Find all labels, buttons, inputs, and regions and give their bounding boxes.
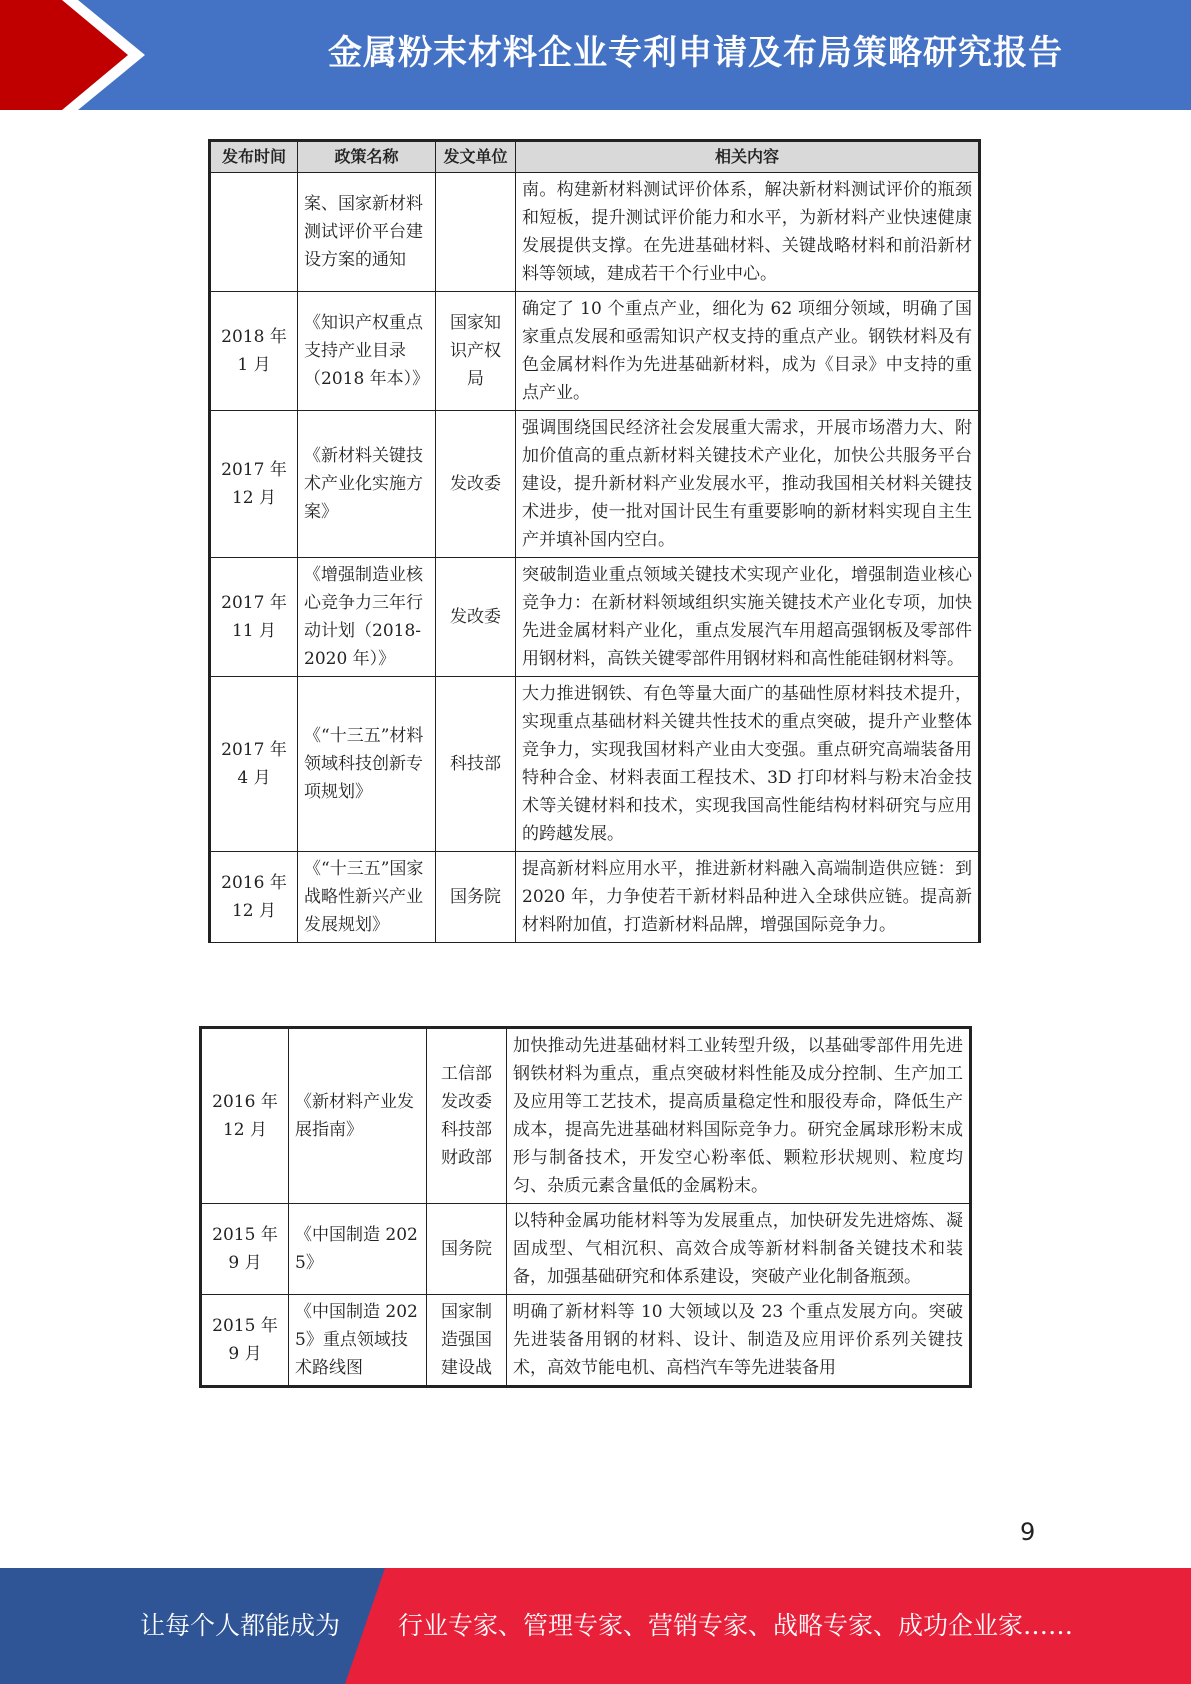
cell-issuer: 国家知识产权局 (436, 292, 516, 411)
header-issuer: 发文单位 (436, 141, 516, 173)
page-footer (0, 1568, 1191, 1684)
cell-policy-name: 《“十三五”材料领域科技创新专项规划》 (298, 677, 436, 852)
report-title: 金属粉末材料企业专利申请及布局策略研究报告 (328, 33, 1063, 73)
cell-content: 以特种金属功能材料等为发展重点，加快研发先进熔炼、凝固成型、气相沉积、高效合成等新材料制备关键技术和装备，加强基础研究和体系建设，突破产业化制备瓶颈。 (507, 1204, 971, 1295)
cell-policy-name: 案、国家新材料测试评价平台建设方案的通知 (298, 173, 436, 292)
table-row (210, 173, 980, 292)
cell-time: 2015 年 9 月 (201, 1295, 289, 1387)
page-number: 9 (1020, 1518, 1036, 1546)
cell-time: 2018 年 1 月 (210, 292, 298, 411)
cell-content: 强调围绕国民经济社会发展重大需求，开展市场潜力大、附加价值高的重点新材料关键技术产业化，加快公共服务平台建设，提升新材料产业发展水平，推动我国相关材料关键技术进步，使一批对国计民生有重要影响的新材料实现自主生产并填补国内空白。 (516, 411, 980, 558)
table-row (201, 1028, 971, 1204)
cell-policy-name: 《中国制造 2025》重点领域技术路线图 (289, 1295, 427, 1387)
table-row (210, 411, 980, 558)
cell-time: 2017 年 4 月 (210, 677, 298, 852)
header-time: 发布时间 (210, 141, 298, 173)
cell-time: 2016 年 12 月 (201, 1028, 289, 1204)
table-row (201, 1295, 971, 1387)
cell-content: 突破制造业重点领域关键技术实现产业化，增强制造业核心竞争力：在新材料领域组织实施关键技术产业化专项，加快先进金属材料产业化，重点发展汽车用超高强钢板及零部件用钢材料，高铁关键零部件用钢材料和高性能硅钢材料等。 (516, 558, 980, 677)
policy-table-part2 (199, 1026, 972, 1388)
cell-policy-name: 《新材料产业发展指南》 (289, 1028, 427, 1204)
cell-policy-name: 《知识产权重点支持产业目录（2018 年本）》 (298, 292, 436, 411)
page-header (0, 0, 1191, 110)
cell-issuer: 国家制造强国建设战 (427, 1295, 507, 1387)
cell-time: 2017 年 12 月 (210, 411, 298, 558)
cell-time: 2017 年 11 月 (210, 558, 298, 677)
header-policy-name: 政策名称 (298, 141, 436, 173)
cell-content: 大力推进钢铁、有色等量大面广的基础性原材料技术提升，实现重点基础材料关键共性技术的重点突破，提升产业整体竞争力，实现我国材料产业由大变强。重点研究高端装备用特种合金、材料表面工程技术、3D 打印材料与粉末冶金技术等关键材料和技术，实现我国高性能结构材料研究与应用的跨越发展。 (516, 677, 980, 852)
table-row (210, 852, 980, 943)
cell-policy-name: 《增强制造业核心竞争力三年行动计划（2018-2020 年）》 (298, 558, 436, 677)
header-content: 相关内容 (516, 141, 980, 173)
cell-issuer: 国务院 (436, 852, 516, 943)
cell-issuer (436, 173, 516, 292)
cell-content: 南。构建新材料测试评价体系，解决新材料测试评价的瓶颈和短板，提升测试评价能力和水平，为新材料产业快速健康发展提供支撑。在先进基础材料、关键战略材料和前沿新材料等领域，建成若干个行业中心。 (516, 173, 980, 292)
cell-issuer: 国务院 (427, 1204, 507, 1295)
table-row (210, 558, 980, 677)
footer-slogan-right: 行业专家、管理专家、营销专家、战略专家、成功企业家…… (398, 1611, 1074, 1640)
cell-time: 2015 年 9 月 (201, 1204, 289, 1295)
cell-content: 加快推动先进基础材料工业转型升级，以基础零部件用先进钢铁材料为重点，重点突破材料性能及成分控制、生产加工及应用等工艺技术，提高质量稳定性和服役寿命，降低生产成本，提高先进基础材料国际竞争力。研究金属球形粉末成形与制备技术，开发空心粉率低、颗粒形状规则、粒度均匀、杂质元素含量低的金属粉末。 (507, 1028, 971, 1204)
cell-policy-name: 《新材料关键技术产业化实施方案》 (298, 411, 436, 558)
cell-policy-name: 《“十三五”国家战略性新兴产业发展规划》 (298, 852, 436, 943)
cell-content: 确定了 10 个重点产业，细化为 62 项细分领域，明确了国家重点发展和亟需知识产权支持的重点产业。钢铁材料及有色金属材料作为先进基础新材料，成为《目录》中支持的重点产业。 (516, 292, 980, 411)
cell-issuer: 发改委 (436, 411, 516, 558)
cell-time: 2016 年 12 月 (210, 852, 298, 943)
footer-slogan-left: 让每个人都能成为 (140, 1611, 341, 1640)
cell-issuer: 科技部 (436, 677, 516, 852)
policy-table-part1 (208, 139, 981, 943)
cell-issuer: 发改委 (436, 558, 516, 677)
table-row (210, 292, 980, 411)
cell-issuer: 工信部 发改委 科技部 财政部 (427, 1028, 507, 1204)
cell-content: 提高新材料应用水平，推进新材料融入高端制造供应链：到 2020 年，力争使若干新材料品种进入全球供应链。提高新材料附加值，打造新材料品牌，增强国际竞争力。 (516, 852, 980, 943)
cell-content: 明确了新材料等 10 大领域以及 23 个重点发展方向。突破先进装备用钢的材料、设计、制造及应用评价系列关键技术，高效节能电机、高档汽车等先进装备用 (507, 1295, 971, 1387)
cell-policy-name: 《中国制造 2025》 (289, 1204, 427, 1295)
table-row (210, 677, 980, 852)
cell-time (210, 173, 298, 292)
table-row (201, 1204, 971, 1295)
header-arrow-icon (0, 0, 150, 110)
table-header-row (210, 141, 980, 173)
